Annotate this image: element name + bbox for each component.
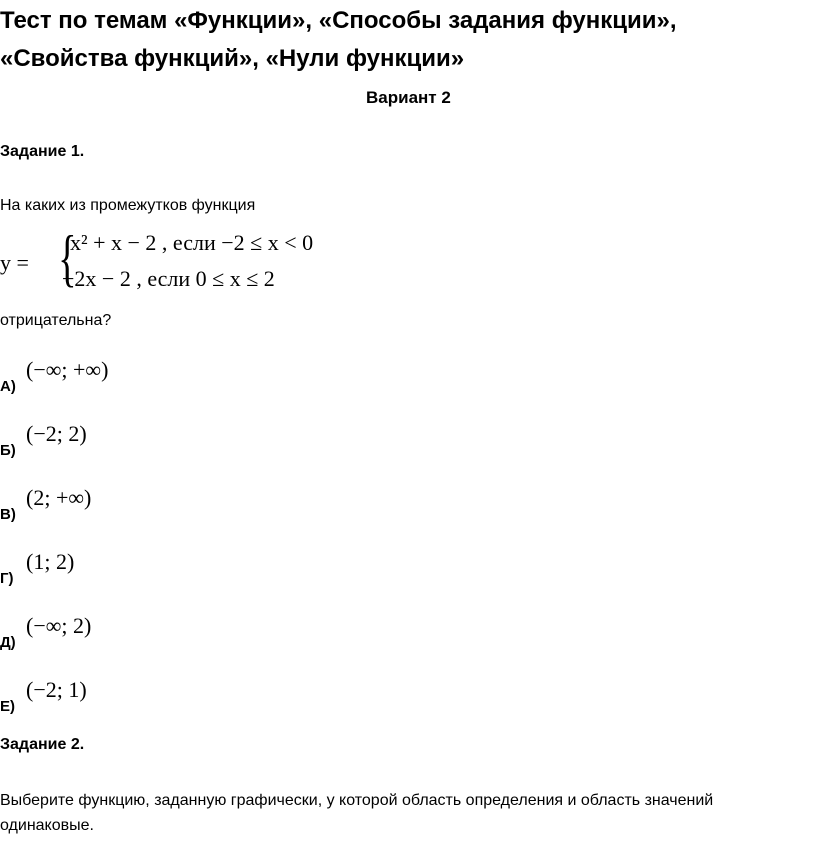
task2-question-line-2: одинаковые. bbox=[0, 817, 94, 834]
option-value: (−∞; +∞) bbox=[26, 357, 109, 382]
function-y: y = bbox=[0, 250, 29, 275]
task2-heading: Задание 2. bbox=[0, 736, 85, 753]
task1-question: На каких из промежутков функция bbox=[0, 197, 256, 214]
option-label: А) bbox=[0, 378, 16, 395]
task2-question-line-1: Выберите функцию, заданную графически, у которой область определения и область значений bbox=[0, 792, 714, 809]
option-value: (−2; 1) bbox=[26, 677, 87, 702]
brace: { bbox=[58, 222, 77, 293]
task1-question-end: отрицательна? bbox=[0, 312, 112, 329]
option-value: (−2; 2) bbox=[26, 421, 87, 446]
option-label: Д) bbox=[0, 634, 16, 651]
title-line-2: «Свойства функций», «Нули функции» bbox=[0, 45, 465, 72]
page-title bbox=[0, 2, 677, 78]
option-value: (−∞; 2) bbox=[26, 613, 92, 638]
function-case-2: −2x − 2 , если 0 ≤ x ≤ 2 bbox=[62, 266, 275, 291]
option-label: Е) bbox=[0, 698, 15, 715]
function-case-1: x² + x − 2 , если −2 ≤ x < 0 bbox=[70, 230, 314, 255]
option-label: Г) bbox=[0, 570, 14, 587]
option-label: В) bbox=[0, 506, 16, 523]
option-value: (2; +∞) bbox=[26, 485, 92, 510]
option-value: (1; 2) bbox=[26, 549, 75, 574]
title-line-1: Тест по темам «Функции», «Способы задания функции», bbox=[0, 7, 677, 34]
task1-heading: Задание 1. bbox=[0, 143, 85, 160]
option-label: Б) bbox=[0, 442, 16, 459]
variant: Вариант 2 bbox=[366, 88, 451, 107]
